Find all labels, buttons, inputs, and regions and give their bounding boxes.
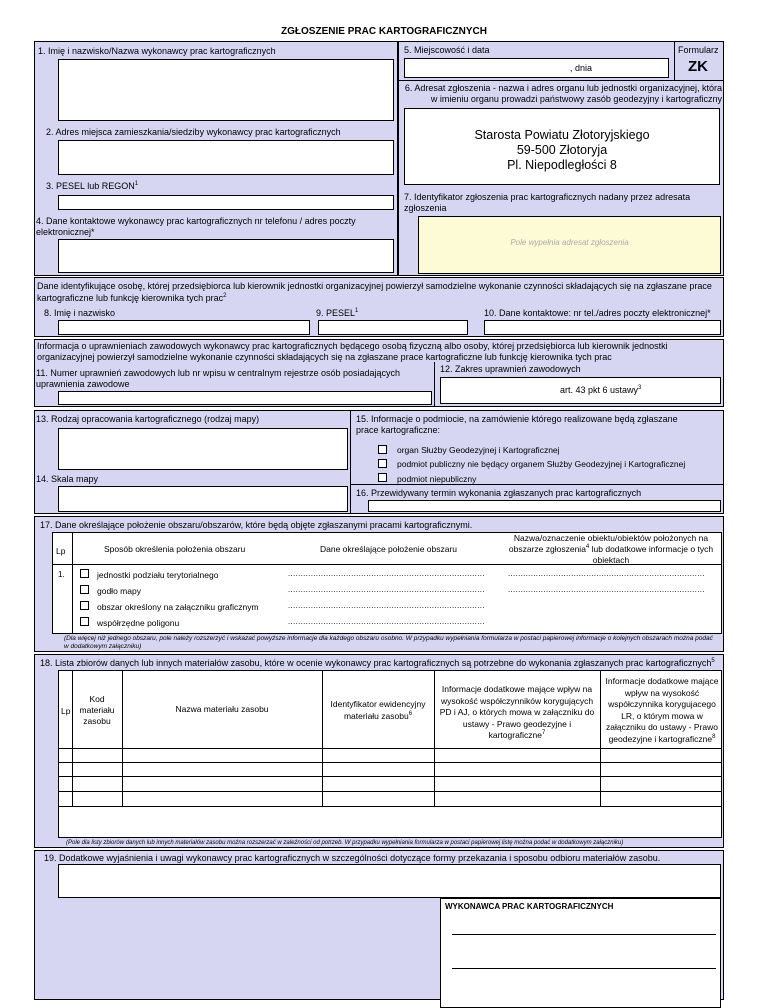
s1-label: 1. Imię i nazwisko/Nazwa wykonawcy prac kartograficznych xyxy=(38,46,276,56)
s18-col-info2: Informacje dodatkowe mające wpływ na wysokość współczynnika korygujacego LR, o którym mowa w załączniku do ustawy - Prawo geodezyjne i kartograficzne$^8$ xyxy=(605,676,719,744)
s8-label: 8. Imię i nazwisko xyxy=(44,308,116,318)
s9-label: 9. PESEL$^1$ xyxy=(316,308,359,318)
s17-option-4-label: współrzędne poligonu xyxy=(97,618,180,628)
s5-date-separator: , dnia xyxy=(570,63,593,73)
s14-label: 14. Skala mapy xyxy=(36,474,99,484)
s17-label: 17. Dane określające położenie obszaru/obszarów, które będą objęte zgłaszanymi pracami kartograficznymi. xyxy=(40,520,473,530)
s11-label: 11. Numer uprawnień zawodowych lub nr wpisu w centralnym rejestrze osób posiadających uprawnienia zawodowe xyxy=(36,368,401,389)
s18-col-info1: Informacje dodatkowe mające wpływ na wysokość współczynników korygujących PD i AJ, o których mowa w załączniku do ustawy - Prawo geodezyjne i kartograficzne$^7$ xyxy=(439,684,595,740)
s15-option-2-checkbox[interactable] xyxy=(378,459,387,468)
s17-footnote: (Dla więcej niż jednego obszaru, pole należy rozszerzyć i wskazać powyższe informacje dla każdego obszaru osobno. W przypadku wypełniania formularza w postaci papierowej informacje o kolejnych obszarach można podać w dodatkowym załączniku) xyxy=(64,635,713,650)
s7-placeholder: Pole wypełnia adresat zgłoszenia xyxy=(510,238,629,247)
s17-col-method: Sposób określenia położenia obszaru xyxy=(104,544,246,554)
s13-map-type-field[interactable] xyxy=(58,428,348,470)
s15-option-3-label: podmiot niepubliczny xyxy=(397,474,477,484)
s16-deadline-field[interactable] xyxy=(368,500,721,512)
s17-col-lp: Lp xyxy=(56,546,66,556)
s9-pesel-field[interactable] xyxy=(318,320,468,335)
s13-s14-divider xyxy=(350,410,351,514)
s17-option-2-label: godło mapy xyxy=(97,586,141,596)
signature-box xyxy=(440,898,721,1008)
signature-label: WYKONAWCA PRAC KARTOGRAFICZNYCH xyxy=(445,902,614,911)
formularz-divider xyxy=(674,41,675,80)
s18-col-name: Nazwa materiału zasobu xyxy=(175,704,269,714)
s12-divider xyxy=(434,362,435,407)
s5-place-date-field[interactable] xyxy=(404,58,669,78)
s4-contact-field[interactable] xyxy=(58,239,394,273)
s19-remarks-field[interactable] xyxy=(58,864,721,898)
s17-col-data: Dane określające położenie obszaru xyxy=(320,544,458,554)
s18-col-lp: Lp xyxy=(61,706,71,716)
signature-line-1[interactable] xyxy=(452,934,716,935)
s17-col-divider xyxy=(72,532,73,634)
s15-option-1-checkbox[interactable] xyxy=(378,445,387,454)
s18-label: 18. Lista zbiorów danych lub innych materiałów zasobu, które w ocenie wykonawcy prac kartograficznych są potrzebne do wykonania zgłaszanych prac kartograficznych$^5$ xyxy=(40,658,715,668)
s3-pesel-field[interactable] xyxy=(58,195,394,210)
s13-label: 13. Rodzaj opracowania kartograficznego (rodzaj mapy) xyxy=(36,414,260,424)
s6-addressee-city: 59-500 Złotoryja xyxy=(516,143,608,157)
formularz-label: Formularz xyxy=(678,45,719,55)
s7-label: 7. Identyfikator zgłoszenia prac kartograficznych nadany przez adresata zgłoszenia xyxy=(404,192,691,213)
s5-label: 5. Miejscowość i data xyxy=(404,45,490,55)
signature-line-2[interactable] xyxy=(452,968,716,969)
s17-data-line-4[interactable]: .............................................................................. xyxy=(288,617,485,626)
page-title: ZGŁOSZENIE PRAC KARTOGRAFICZNYCH xyxy=(281,26,487,37)
s17-data-line-3[interactable]: .............................................................................. xyxy=(288,601,485,610)
s17-option-1-checkbox[interactable] xyxy=(80,569,89,578)
s10-label: 10. Dane kontaktowe: nr tel./adres poczty elektronicznej* xyxy=(484,308,711,318)
s2-label: 2. Adres miejsca zamieszkania/siedziby wykonawcy prac kartograficznych xyxy=(46,127,341,137)
s16-label: 16. Przewidywany termin wykonania zgłaszanych prac kartograficznych xyxy=(356,488,642,498)
s12-label: 12. Zakres uprawnień zawodowych xyxy=(440,364,581,374)
s17-object-line-1[interactable]: .............................................................................. xyxy=(508,569,705,578)
s15-option-1-label: organ Służby Geodezyjnej i Kartograficznej xyxy=(397,445,560,455)
s17-option-3-checkbox[interactable] xyxy=(80,601,89,610)
s17-option-2-checkbox[interactable] xyxy=(80,585,89,594)
formularz-code: ZK xyxy=(688,58,708,75)
s17-data-line-2[interactable]: .............................................................................. xyxy=(288,585,485,594)
s8-name-field[interactable] xyxy=(58,320,310,335)
s15-label: 15. Informacje o podmiocie, na zamówienie którego realizowane będą zgłaszane prace kartograficzne: xyxy=(356,414,678,435)
s4-label: 4. Dane kontaktowe wykonawcy prac kartograficznych nr telefonu / adres poczty elektronicznej* xyxy=(36,216,356,237)
s14-scale-field[interactable] xyxy=(58,486,348,512)
s3-label: 3. PESEL lub REGON$^1$ xyxy=(46,181,139,191)
s19-label: 19. Dodatkowe wyjaśnienia i uwagi wykonawcy prac kartograficznych w szczególności dotyczące formy przekazania i sposobu odbioru materiałów zasobu. xyxy=(44,853,661,863)
s15-option-3-checkbox[interactable] xyxy=(378,473,387,482)
s1-name-field[interactable] xyxy=(58,59,394,121)
s2-address-field[interactable] xyxy=(58,140,394,175)
s16-divider xyxy=(350,484,724,485)
s18-col-id: Identyfikator ewidencyjny materiału zasobu$^6$ xyxy=(330,699,426,721)
s17-row-number: 1. xyxy=(58,570,65,579)
s17-data-line-1[interactable]: .............................................................................. xyxy=(288,569,485,578)
s15-option-2-label: podmiot publiczny nie będący organem Służby Geodezyjnej i Kartograficznej xyxy=(397,459,686,469)
s6-label: 6. Adresat zgłoszenia - nazwa i adres organu lub jednostki organizacyjnej, która w imieniu organu prowadzi państwowy zasób geodezyjny i kartograficzny xyxy=(404,83,722,104)
s17-col-object: Nazwa/oznaczenie obiektu/obiektów położonych na obszarze zgłoszenia$^4$ lub dodatkowe informacje o tych obiektach xyxy=(508,533,714,565)
s17-option-3-label: obszar określony na załączniku graficznym xyxy=(97,602,259,612)
licenses-text: Informacja o uprawnieniach zawodowych wykonawcy prac kartograficznych będącego osobą fizyczną albo osoby, której przedsiębiorca lub kierownik jednostki organizacyjnej powierzył samodzielne wykonanie czynności składających się na zgłaszane prace kartograficzne lub funkcję kierownika tych prac xyxy=(37,341,668,362)
s17-option-1-label: jednostki podziału terytorialnego xyxy=(97,570,219,580)
s12-scope-value: art. 43 pkt 6 ustawy$^3$ xyxy=(560,385,642,395)
s17-object-line-2[interactable]: .............................................................................. xyxy=(508,585,705,594)
s6-addressee-name: Starosta Powiatu Złotoryjskiego xyxy=(474,128,650,142)
s6-divider xyxy=(398,80,724,81)
s18-footnote: (Pole dla listy zbiorów danych lub innych materiałów zasobu można rozszerzać w zależności od potrzeb. W przypadku wypełniania formularza w postaci papierowej listę można podać w dodatkowym załączniku) xyxy=(66,840,624,846)
ident-text: Dane identyfikujące osobę, której przedsiębiorca lub kierownik jednostki organizacyjnej powierzył samodzielne wykonanie czynności składających się na zgłaszane prace kartograficzne lub funkcję kierownika tych prac$^2$ xyxy=(37,281,712,303)
s10-contact-field[interactable] xyxy=(484,320,721,335)
s11-license-number-field[interactable] xyxy=(58,391,432,405)
s6-addressee-street: Pl. Niepodległości 8 xyxy=(507,158,617,172)
s17-option-4-checkbox[interactable] xyxy=(80,617,89,626)
s18-col-code: Kod materiału zasobu xyxy=(79,694,115,726)
